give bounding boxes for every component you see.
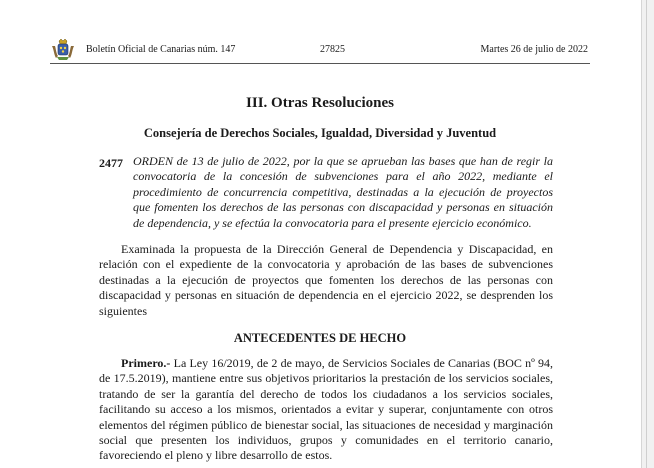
primero-text: La Ley 16/2019, de 2 de mayo, de Servicios Sociales de Canarias (BOC nº 94, de 17.5.2019), mantiene entre sus objetivos prioritarios la prestación de los servicios sociales, tratando de ser la garantía del derecho de todos los ciudadanos a los servicios sociales, facilitando su acceso a los mismos, orientados a evitar y superar, conjuntamente con otros elementos del régimen público de bienestar social, las situaciones de necesidad y marginación social que presenten los individuos, grupos y comunidades en el territorio canario, favoreciendo el pleno y libre desarrollo de estos. xyxy=(99,356,553,463)
primero-paragraph xyxy=(99,356,553,464)
order-summary: ORDEN de 13 de julio de 2022, por la que se aprueban las bases que han de regir la convocatoria de la concesión de subvenciones para el año 2022, mediante el procedimiento de concurrencia competitiva, destinadas a la ejecución de proyectos que fomenten los derechos de las personas con discapacidad y personas en situación de dependencia, y se efectúa la convocatoria para el presente ejercicio económico. xyxy=(133,154,553,230)
department-title: Consejería de Derechos Sociales, Igualdad, Diversidad y Juventud xyxy=(143,126,497,140)
publication-date: Martes 26 de julio de 2022 xyxy=(480,44,588,55)
section-title: III. Otras Resoluciones xyxy=(246,95,394,111)
antecedentes-heading: ANTECEDENTES DE HECHO xyxy=(233,331,407,345)
page-number: 27825 xyxy=(320,44,345,55)
coat-of-arms-icon xyxy=(50,38,76,62)
primero-label: Primero.- xyxy=(121,356,171,370)
viewer-right-edge xyxy=(641,0,654,468)
header-divider xyxy=(50,63,590,64)
order-number: 2477 xyxy=(99,156,123,170)
intro-paragraph: Examinada la propuesta de la Dirección General de Dependencia y Discapacidad, en relación con el expediente de la convocatoria y aprobación de las bases de subvenciones destinadas a la ejecución de proyectos que fomenten los derechos de las personas con discapacidad y personas en situación de dependencia en el ejercicio 2022, se desprenden los siguientes xyxy=(99,242,553,318)
page-header xyxy=(50,38,592,62)
publication-name: Boletín Oficial de Canarias núm. 147 xyxy=(86,44,236,55)
